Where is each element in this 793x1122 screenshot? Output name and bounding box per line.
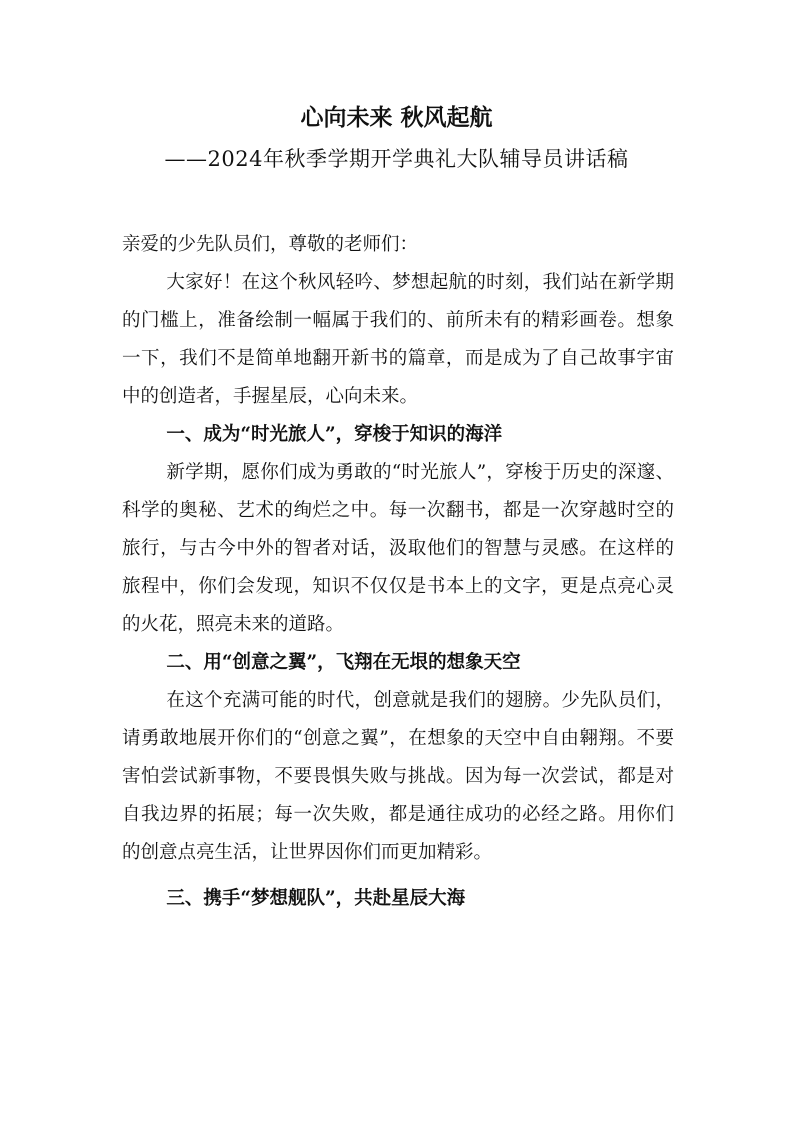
section-heading-2: 二、用“创意之翼”，飞翔在无垠的想象天空	[166, 652, 521, 673]
section-heading-3: 三、携手“梦想舰队”，共赴星辰大海	[166, 888, 466, 909]
intro-paragraph: 大家好！在这个秋风轻吟、梦想起航的时刻，我们站在新学期的门槛上，准备绘制一幅属于我们的、前所未有的精彩画卷。想象一下，我们不是简单地翻开新书的篇章，而是成为了自己故事宇宙中的创造者，手握星辰，心向未来。	[122, 272, 674, 407]
document-title: 心向未来 秋风起航	[300, 104, 493, 131]
section-paragraph-1: 新学期，愿你们成为勇敢的“时光旅人”，穿梭于历史的深邃、科学的奥秘、艺术的绚烂之中。每一次翻书，都是一次穿越时空的旅行，与古今中外的智者对话，汲取他们的智慧与灵感。在这样的旅程中，你们会发现，知识不仅仅是书本上的文字，更是点亮心灵的火花，照亮未来的道路。	[122, 462, 674, 635]
section-heading-1: 一、成为“时光旅人”，穿梭于知识的海洋	[166, 424, 503, 445]
document-subtitle: ——2024年秋季学期开学典礼大队辅导员讲话稿	[164, 147, 629, 171]
salutation: 亲爱的少先队员们，尊敬的老师们：	[122, 234, 419, 255]
document-body	[122, 226, 674, 918]
section-paragraph-2: 在这个充满可能的时代，创意就是我们的翅膀。少先队员们，请勇敢地展开你们的“创意之翼”，在想象的天空中自由翱翔。不要害怕尝试新事物，不要畏惧失败与挑战。因为每一次尝试，都是对自我边界的拓展；每一次失败，都是通往成功的必经之路。用你们的创意点亮生活，让世界因你们而更加精彩。	[122, 690, 674, 863]
